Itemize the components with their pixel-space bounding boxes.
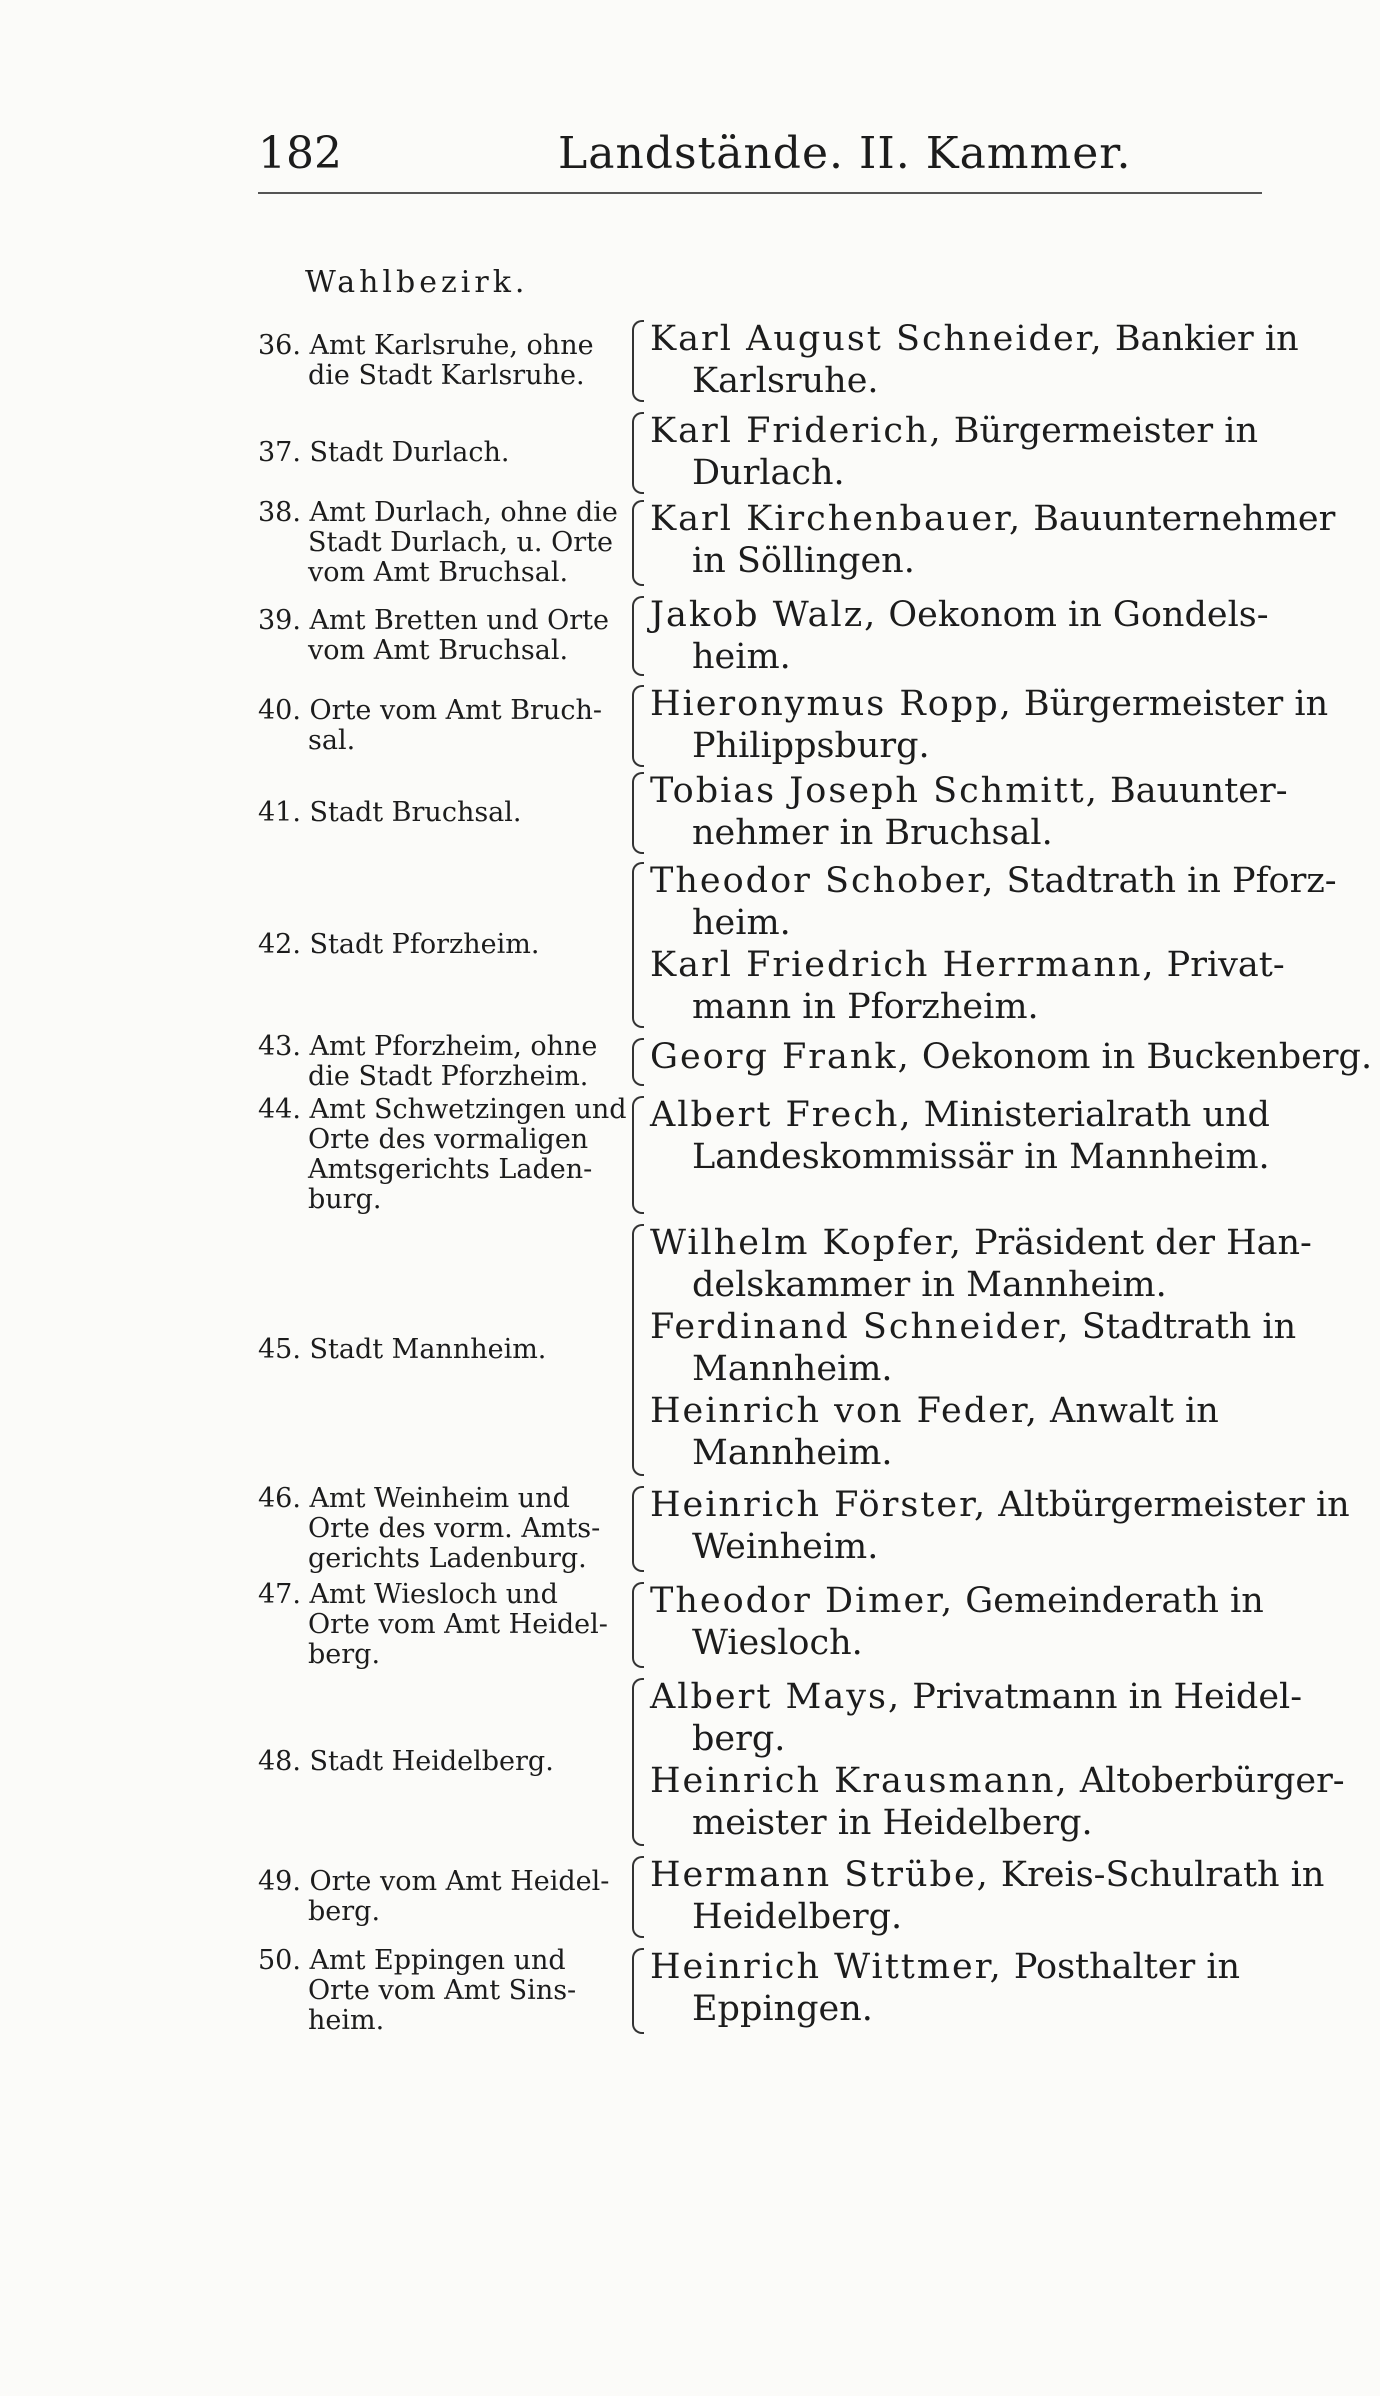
representative-occupation: Oekonom in Gondels-: [877, 595, 1269, 635]
representative-name: Georg Frank,: [650, 1037, 911, 1077]
district-entry: [258, 1580, 1268, 1670]
district-line: die Stadt Karlsruhe.: [308, 360, 585, 391]
district-line: 46. Amt Weinheim und: [258, 1483, 570, 1514]
district-label: [258, 1854, 630, 1940]
representative-continuation: Mannheim.: [692, 1433, 893, 1473]
brace: [632, 1948, 644, 2034]
district-entry: [258, 860, 1337, 1030]
district-line: Stadt Durlach, u. Orte: [308, 527, 613, 558]
representative: [650, 860, 1337, 944]
district-entry: [258, 410, 1268, 496]
representative-continuation: heim.: [692, 637, 791, 677]
representative-name: Heinrich Krausmann,: [650, 1761, 1069, 1801]
representative-occupation: Bürgermeister in: [1012, 684, 1329, 724]
representative-occupation: Präsident der Han-: [962, 1223, 1312, 1263]
brace: [632, 1224, 644, 1476]
brace: [632, 1678, 644, 1846]
representative-name: Heinrich von Feder,: [650, 1391, 1039, 1431]
representative: [650, 683, 1329, 767]
district-entry: [258, 594, 1268, 678]
district-entry: [258, 683, 1329, 769]
representatives: [650, 1484, 1350, 1568]
district-line: 47. Amt Wiesloch und: [258, 1579, 558, 1610]
district-line: Amtsgerichts Laden-: [308, 1154, 593, 1185]
representative-continuation: Landeskommissär in Mannheim.: [692, 1137, 1270, 1177]
representatives: [650, 683, 1329, 767]
representative: [650, 498, 1336, 582]
district-label: [258, 1094, 630, 1216]
representatives: [650, 1094, 1268, 1178]
representative-continuation: heim.: [692, 903, 791, 943]
district-label: [258, 1222, 630, 1478]
district-line: sal.: [308, 725, 356, 756]
representative: [650, 318, 1299, 402]
representative-occupation: Bauunternehmer: [1022, 499, 1336, 539]
representatives: [650, 498, 1336, 582]
representative-continuation: berg.: [692, 1719, 786, 1759]
district-line: gerichts Ladenburg.: [308, 1543, 587, 1574]
district-line: 44. Amt Schwetzingen und: [258, 1094, 627, 1125]
district-line: 38. Amt Durlach, ohne die: [258, 497, 618, 528]
representative-name: Karl Kirchenbauer,: [650, 499, 1023, 539]
brace: [632, 412, 644, 494]
representative-occupation: Bauunter-: [1098, 771, 1288, 811]
representative-occupation: Bürgermeister in: [942, 411, 1258, 451]
representative: [650, 1222, 1312, 1306]
representative-name: Heinrich Wittmer,: [650, 1947, 1003, 1987]
representatives: [650, 594, 1268, 678]
representative-occupation: Kreis-Schulrath in: [989, 1855, 1325, 1895]
district-entry: [258, 1946, 1268, 2036]
representative-occupation: Gemeinderath in: [954, 1581, 1264, 1621]
running-title: Landstände. II. Kammer.: [558, 128, 1132, 179]
representative-name: Wilhelm Kopfer,: [650, 1223, 963, 1263]
representative-occupation: Posthalter in: [1002, 1947, 1241, 1987]
representative-name: Hieronymus Ropp,: [650, 684, 1013, 724]
representative-occupation: Oekonom in Buckenberg.: [910, 1037, 1373, 1077]
representative-continuation: nehmer in Bruchsal.: [692, 813, 1053, 853]
brace: [632, 1038, 644, 1086]
brace: [632, 596, 644, 676]
representative-continuation: Wiesloch.: [692, 1623, 863, 1663]
representative: [650, 1484, 1350, 1568]
brace: [632, 1486, 644, 1572]
representative: [650, 1760, 1345, 1844]
district-line: berg.: [308, 1639, 381, 1670]
district-line: die Stadt Pforzheim.: [308, 1061, 589, 1092]
representative-continuation: Weinheim.: [692, 1527, 879, 1567]
representative: [650, 1390, 1268, 1474]
district-entry: [258, 1854, 1325, 1940]
district-entry: [258, 1222, 1312, 1478]
district-line: 41. Stadt Bruchsal.: [258, 797, 522, 828]
representative: [650, 594, 1268, 678]
representative-occupation: Anwalt in: [1038, 1391, 1219, 1431]
representative: [650, 1094, 1268, 1178]
representatives: [650, 318, 1299, 402]
district-entry: [258, 1031, 1373, 1092]
district-line: vom Amt Bruchsal.: [308, 635, 569, 666]
representative: [650, 1676, 1303, 1760]
district-label: [258, 1031, 630, 1092]
representative-continuation: in Söllingen.: [692, 541, 915, 581]
representatives: [650, 1946, 1268, 2030]
district-line: heim.: [308, 2005, 385, 2036]
representative-name: Tobias Joseph Schmitt,: [650, 771, 1099, 811]
brace: [632, 1582, 644, 1668]
column-heading: Wahlbezirk.: [305, 265, 529, 300]
district-entry: [258, 1483, 1350, 1574]
representatives: [650, 1222, 1312, 1474]
district-entry: [258, 1676, 1345, 1848]
representative-name: Hermann Strübe,: [650, 1855, 990, 1895]
representative-continuation: Karlsruhe.: [692, 361, 879, 401]
district-label: [258, 1484, 630, 1574]
representative-occupation: Bankier in: [1103, 319, 1299, 359]
representative: [650, 1036, 1373, 1078]
representative-continuation: Heidelberg.: [692, 1897, 903, 1937]
district-line: 40. Orte vom Amt Bruch-: [258, 695, 602, 726]
district-line: Orte des vormaligen: [308, 1124, 589, 1155]
representative: [650, 770, 1288, 854]
representatives: [650, 1036, 1373, 1078]
representative-continuation: mann in Pforzheim.: [692, 987, 1039, 1027]
representative: [650, 944, 1285, 1028]
district-line: vom Amt Bruchsal.: [308, 557, 569, 588]
representative-name: Karl August Schneider,: [650, 319, 1104, 359]
district-label: [258, 1580, 630, 1670]
district-label: [258, 683, 630, 769]
representative-continuation: Philippsburg.: [692, 726, 930, 766]
district-line: 39. Amt Bretten und Orte: [258, 605, 609, 636]
representatives: [650, 1580, 1268, 1664]
district-label: [258, 594, 630, 678]
district-line: Orte vom Amt Sins-: [308, 1975, 577, 2006]
representative: [650, 1946, 1268, 2030]
district-line: Orte des vorm. Amts-: [308, 1513, 601, 1544]
district-line: Orte vom Amt Heidel-: [308, 1609, 608, 1640]
representative-name: Albert Mays,: [650, 1677, 902, 1717]
representative-name: Theodor Schober,: [650, 861, 996, 901]
representatives: [650, 770, 1288, 854]
representative-name: Theodor Dimer,: [650, 1581, 955, 1621]
representative-occupation: Privat-: [1155, 945, 1285, 985]
representatives: [650, 410, 1268, 494]
page-number: 182: [258, 128, 342, 179]
representative-continuation: meister in Heidelberg.: [692, 1803, 1093, 1843]
district-line: 37. Stadt Durlach.: [258, 437, 510, 468]
district-line: 49. Orte vom Amt Heidel-: [258, 1866, 610, 1897]
representative-occupation: Stadtrath in: [1070, 1307, 1297, 1347]
representatives: [650, 1854, 1325, 1938]
district-label: [258, 410, 630, 496]
representative-occupation: Altbürgermeister in: [987, 1485, 1350, 1525]
representative-occupation: Ministerialrath und: [912, 1095, 1270, 1135]
representative-continuation: delskammer in Mannheim.: [692, 1265, 1167, 1305]
district-line: 42. Stadt Pforzheim.: [258, 929, 540, 960]
representative-occupation: Altoberbürger-: [1068, 1761, 1345, 1801]
brace: [632, 772, 644, 854]
representative-continuation: Mannheim.: [692, 1349, 893, 1389]
representative-occupation: Privatmann in Heidel-: [901, 1677, 1303, 1717]
district-entry: [258, 318, 1299, 404]
district-entry: [258, 497, 1336, 588]
brace: [632, 320, 644, 402]
district-label: [258, 1946, 630, 2036]
district-label: [258, 318, 630, 404]
district-line: 48. Stadt Heidelberg.: [258, 1746, 554, 1777]
district-label: [258, 1676, 630, 1848]
representative: [650, 410, 1268, 494]
district-line: 50. Amt Eppingen und: [258, 1945, 566, 1976]
brace: [632, 862, 644, 1028]
district-line: 36. Amt Karlsruhe, ohne: [258, 330, 594, 361]
district-line: 43. Amt Pforzheim, ohne: [258, 1031, 598, 1062]
representative-name: Karl Friedrich Herrmann,: [650, 945, 1156, 985]
representative-continuation: Durlach.: [692, 453, 845, 493]
representative: [650, 1580, 1268, 1664]
page-header: [258, 128, 1262, 188]
representative-name: Ferdinand Schneider,: [650, 1307, 1071, 1347]
header-rule: [258, 192, 1262, 194]
brace: [632, 685, 644, 767]
representative-name: Karl Friderich,: [650, 411, 943, 451]
brace: [632, 1096, 644, 1214]
representative-name: Albert Frech,: [650, 1095, 913, 1135]
district-line: berg.: [308, 1896, 381, 1927]
representative-occupation: Stadtrath in Pforz-: [995, 861, 1337, 901]
representatives: [650, 1676, 1345, 1844]
representative-name: Heinrich Förster,: [650, 1485, 988, 1525]
district-label: [258, 498, 630, 588]
representative: [650, 1854, 1325, 1938]
brace: [632, 500, 644, 586]
district-entry: [258, 770, 1288, 856]
representative: [650, 1306, 1297, 1390]
representatives: [650, 860, 1337, 1028]
brace: [632, 1856, 644, 1938]
representative-continuation: Eppingen.: [692, 1989, 873, 2029]
representative-name: Jakob Walz,: [650, 595, 878, 635]
district-label: [258, 860, 630, 1030]
district-entry: [258, 1094, 1268, 1216]
district-line: burg.: [308, 1184, 382, 1215]
district-line: 45. Stadt Mannheim.: [258, 1334, 547, 1365]
district-label: [258, 770, 630, 856]
